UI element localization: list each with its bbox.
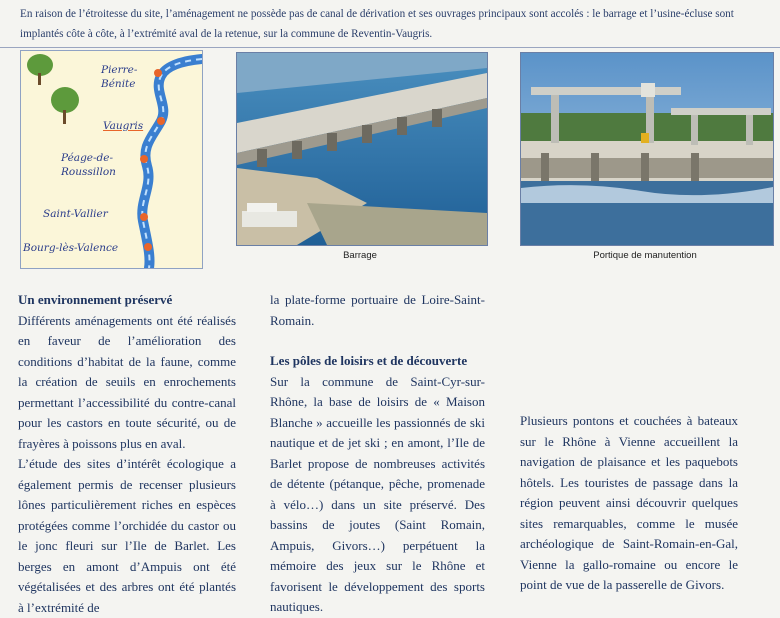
tree-icon [25,53,55,85]
map-marker [140,155,148,163]
town-label: Bourg-lès-Valence [23,242,119,254]
portique-photo [520,52,774,246]
divider [0,47,780,48]
map-marker [157,117,165,125]
paragraph: Plusieurs pontons et couchées à bateaux sur le Rhône à Vienne accueillent la navigation de plaisance et les paquebots hôtels. Les touristes de passage dans la région peuvent ainsi découvrir quelques sites remarquables, comme le musée archéologique de Saint-Romain-en-Gal, Vienne la gallo-romaine ou encore le point de vue de la passerelle de Givors. [520,413,738,592]
map-marker [140,213,148,221]
town-label: Pierre-Bénite [101,64,138,90]
column-3 [520,411,738,596]
town-label: Péage-de-Roussillon [61,152,116,178]
barrage-photo [236,52,488,246]
river-map [20,50,203,269]
section-heading: Les pôles de loisirs et de découverte [270,353,468,368]
town-label: Saint-Vallier [43,208,108,220]
tree-icon [49,86,81,124]
map-marker [144,243,152,251]
section-heading: Un environnement préservé [18,292,173,307]
paragraph: Sur la commune de Saint-Cyr-sur-Rhône, la base de loisirs de « Maison Blanche » accueille les passionnés de ski nautique et de jet ski ; en amont, l’Ile de Barlet propose de nombreuses activités de détente (pétanque, pêche, promenade à vélo…) dans un site préservé. Des bassins de joutes (Saint Romain, Ampuis, Givors…) perpétuent la mémoire des jeux sur le Rhône et favorisent le développement des sports nautiques. [270,373,485,614]
town-label-vaugris: Vaugris [103,120,144,132]
column-1 [18,290,236,618]
barrage-caption: Barrage [343,250,377,261]
portique-caption: Portique de manutention [593,250,697,261]
paragraph: Différents aménagements ont été réalisés en faveur de l’amélioration des conditions d’habitat de la faune, comme la création de seuils en enrochements permettant l’accessibilité du contre-canal pour les castors en toute sécurité, ou de frayères à poissons plus en aval. [18,312,236,451]
column-2 [270,290,485,618]
paragraph: L’étude des sites d’intérêt écologique a également permis de recenser plusieurs lônes particulièrement riches en espèces protégées comme l’orchidée du castor ou le jonc fleuri sur l’Ile de Barlet. Les berges en amont d’Ampuis ont été végétalisées et des arbres ont été plantés à l’extrémité de [18,456,236,615]
paragraph: la plate-forme portuaire de Loire-Saint-Romain. [270,292,485,328]
intro-paragraph: En raison de l’étroitesse du site, l’aménagement ne possède pas de canal de dérivation et ses ouvrages principaux sont accolés : le barrage et l’usine-écluse sont implantés côte à côte, à l’extrémité aval de la retenue, sur la commune de Reventin-Vaugris. [20,8,734,40]
